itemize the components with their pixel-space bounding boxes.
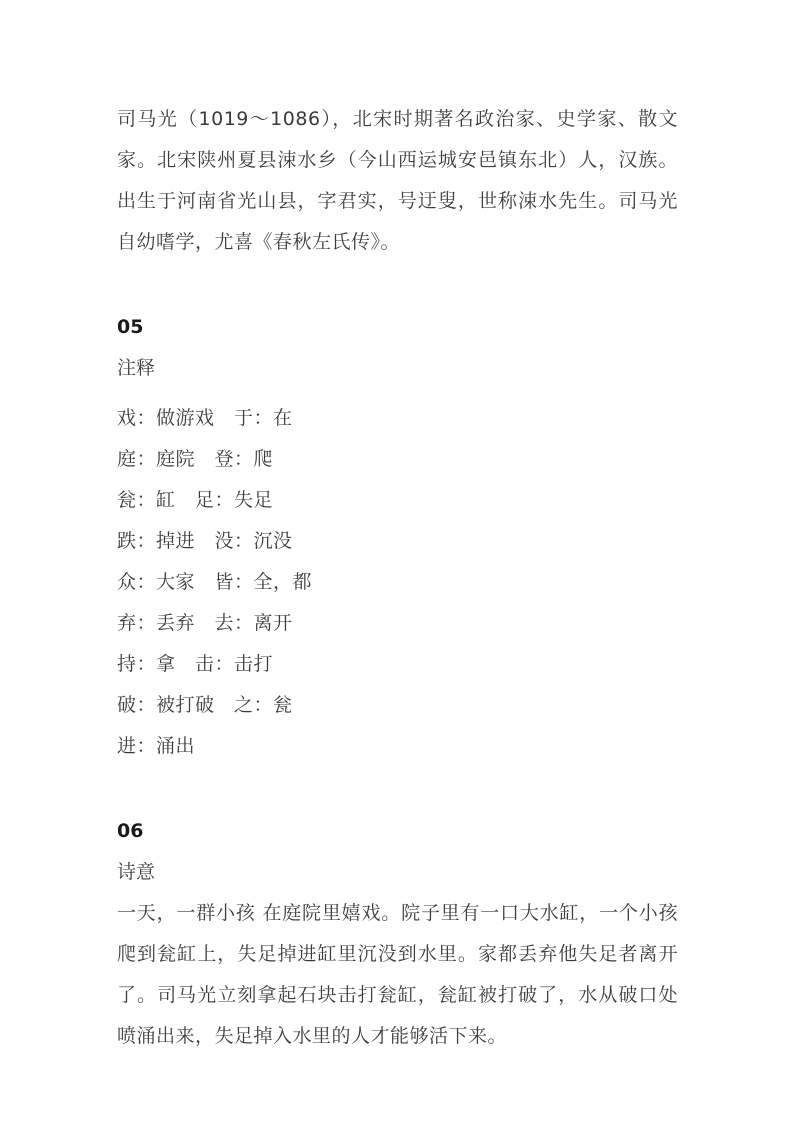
poem-meaning-paragraph: 一天，一群小孩 在庭院里嬉戏。院子里有一口大水缸，一个小孩爬到瓮缸上，失足掉进缸里沉没到水里。家都丢弃他失足者离开了。司马光立刻拿起石块击打瓮缸，瓮缸被打破了，水从破口处喷涌出来，失足掉入水里的人才能够活下来。 [117,902,678,1047]
annotation-item: 庭：庭院 登：爬 [117,448,274,470]
annotation-item: 持：拿 击：击打 [117,653,274,675]
annotation-item: 众：大家 皆：全，都 [117,571,313,593]
section-number-05: 05 [117,316,144,338]
annotation-item: 戏：做游戏 于：在 [117,407,293,429]
annotation-item: 瓮：缸 足：失足 [117,489,274,511]
intro-paragraph: 司马光（1019～1086），北宋时期著名政治家、史学家、散文家。北宋陕州夏县涑水乡（今山西运城安邑镇东北）人，汉族。出生于河南省光山县，字君实，号迂叟，世称涑水先生。司马光自幼嗜学，尤喜《春秋左氏传》。 [117,108,678,253]
annotation-list [117,398,678,767]
section-title-annotations: 注释 [117,357,156,379]
section-title-poem-meaning: 诗意 [117,861,156,883]
annotation-item: 破：被打破 之：瓮 [117,694,293,716]
annotation-item: 弃：丢弃 去：离开 [117,612,293,634]
annotation-item: 进：涌出 [117,735,196,757]
annotation-item: 跌：掉进 没：沉没 [117,530,293,552]
section-number-06: 06 [117,820,144,842]
